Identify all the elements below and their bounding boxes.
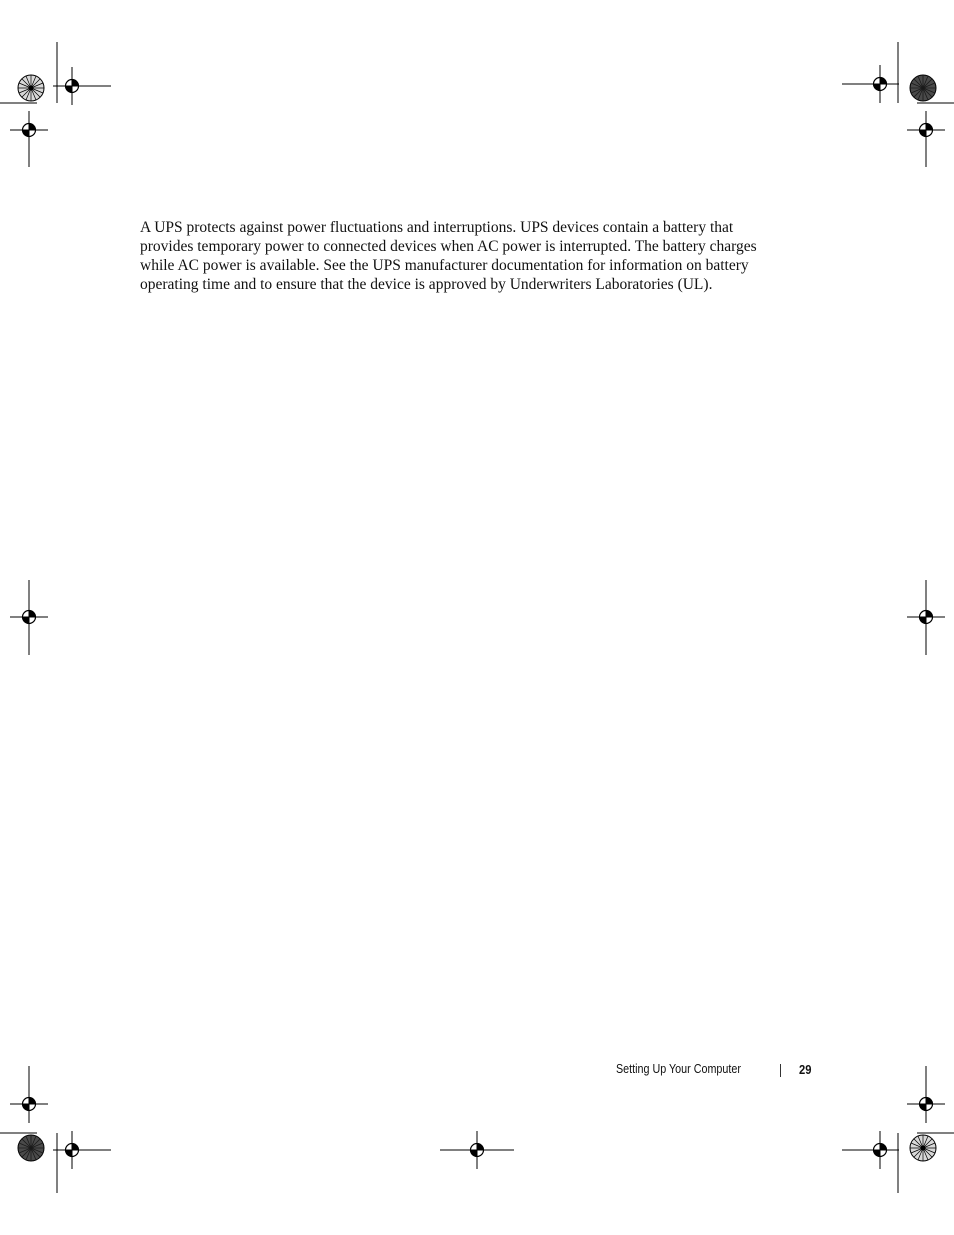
body-paragraph: A UPS protects against power fluctuations and interruptions. UPS devices contain a battery that provides temporary power to connected devices when AC power is interrupted. The battery charges while AC power is available. See the UPS manufacturer documentation for information on battery operating time and to ensure that the device is approved by Underwriters Laboratories (UL). bbox=[140, 219, 757, 293]
footer-section-title: Setting Up Your Computer bbox=[616, 1062, 741, 1076]
page-number: 29 bbox=[799, 1062, 812, 1077]
footer-divider bbox=[780, 1064, 781, 1077]
